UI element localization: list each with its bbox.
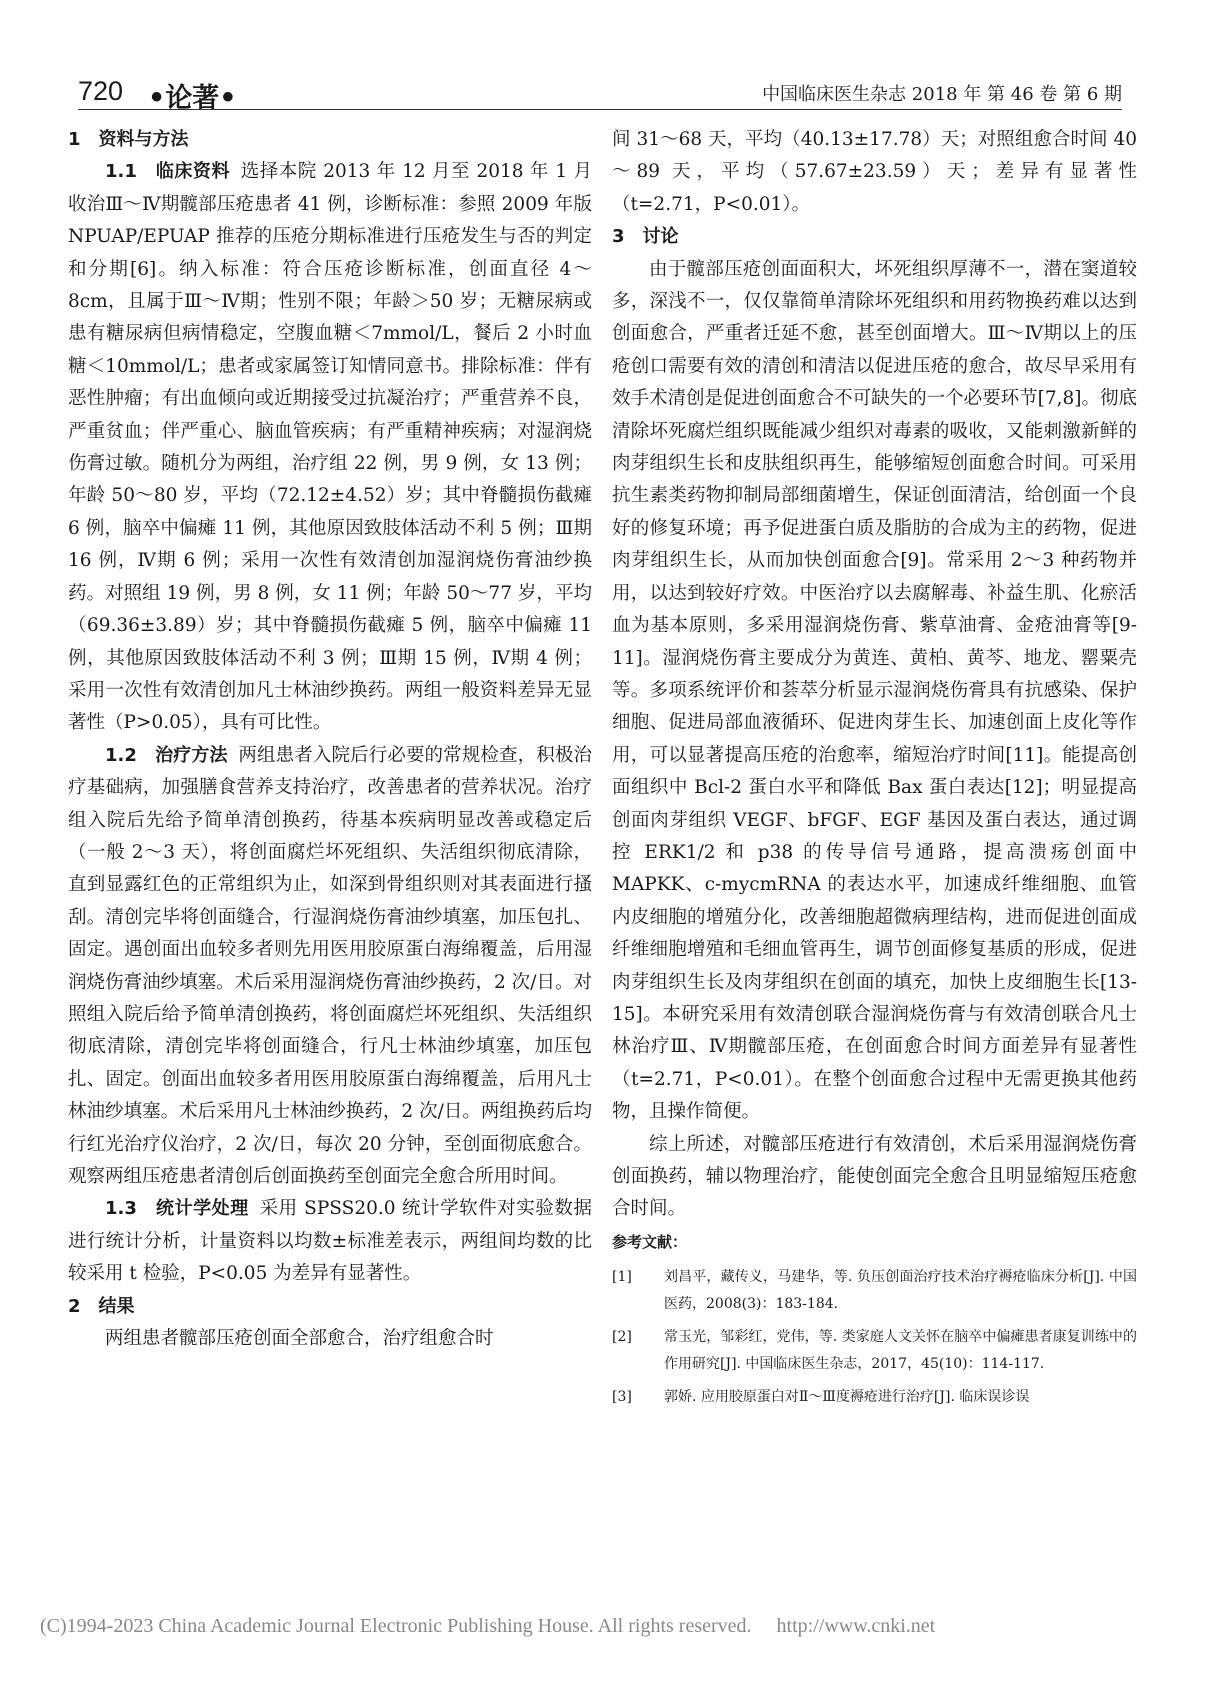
right-column xyxy=(612,124,1137,1411)
journal-citation: 中国临床医生杂志 2018 年 第 46 卷 第 6 期 xyxy=(762,84,1122,105)
heading-results: 2 结果 xyxy=(68,1295,135,1317)
reference-text: 刘昌平，藏传义，马建华，等. 负压创面治疗技术治疗褥疮临床分析[J]. 中国医药，2008(3)：183-184. xyxy=(664,1269,1137,1313)
subheading-clinical-data: 1.1 临床资料 xyxy=(105,161,230,183)
paragraph-results: 两组患者髋部压疮创面全部愈合，治疗组愈合时 xyxy=(105,1328,494,1350)
reference-number: [1] xyxy=(612,1269,632,1286)
subheading-treatment: 1.2 治疗方法 xyxy=(105,744,228,766)
reference-item xyxy=(612,1264,1137,1318)
section-tag: •论著• xyxy=(148,83,237,114)
text-clinical-data: 选择本院 2013 年 12 月至 2018 年 1 月收治Ⅲ～Ⅳ期髋部压疮患者 41 例，诊断标准：参照 2009 年版 NPUAP/EPUAP 推荐的压疮分期标准进行压疮发生与否的判定和分期[6]。纳入标准：符合压疮诊断标准，创面直径 4～8cm，且属于Ⅲ～Ⅳ期；性别不限；年龄＞50 岁；无糖尿病或患有糖尿病但病情稳定，空腹血糖＜7mmol/L，餐后 2 小时血糖＜10mmol/L；患者或家属签订知情同意书。排除标准：伴有恶性肿瘤；有出血倾向或近期接受过抗凝治疗；严重营养不良，严重贫血；伴严重心、脑血管疾病；有严重精神疾病；对湿润烧伤膏过敏。随机分为两组，治疗组 22 例，男 9 例，女 13 例；年龄 50～80 岁，平均（72.12±4.52）岁；其中脊髓损伤截瘫 6 例，脑卒中偏瘫 11 例，其他原因致肢体活动不利 5 例；Ⅲ期 16 例，Ⅳ期 6 例；采用一次性有效清创加湿润烧伤膏油纱换药。对照组 19 例，男 8 例，女 11 例；年龄 50～77 岁，平均（69.36±3.89）岁；其中脊髓损伤截瘫 5 例，脑卒中偏瘫 11 例，其他原因致肢体活动不利 3 例；Ⅲ期 15 例，Ⅳ期 4 例；采用一次性有效清创加凡士林油纱换药。两组一般资料差异无显著性（P>0.05），具有可比性。 xyxy=(68,161,592,734)
paragraph-discussion-1: 由于髋部压疮创面面积大，坏死组织厚薄不一，潜在窦道较多，深浅不一，仅仅靠简单清除坏死组织和用药物换药难以达到创面愈合，严重者迁延不愈，甚至创面增大。Ⅲ～Ⅳ期以上的压疮创口需要有效的清创和清洁以促进压疮的愈合，故尽早采用有效手术清创是促进创面愈合不可缺失的一个必要环节[7,8]。彻底清除坏死腐烂组织既能减少组织对毒素的吸收，又能刺激新鲜的肉芽组织生长和皮肤组织再生，能够缩短创面愈合时间。可采用抗生素类药物抑制局部细菌增生，保证创面清洁，给创面一个良好的修复环境；再予促进蛋白质及脂肪的合成为主的药物，促进肉芽组织生长，从而加快创面愈合[9]。常采用 2～3 种药物并用，以达到较好疗效。中医治疗以去腐解毒、补益生肌、化瘀活血为基本原则，多采用湿润烧伤膏、紫草油膏、金疮油膏等[9-11]。湿润烧伤膏主要成分为黄连、黄柏、黄芩、地龙、罂粟壳等。多项系统评价和荟萃分析显示湿润烧伤膏具有抗感染、保护细胞、促进局部血液循环、促进肉芽生长、加速创面上皮化等作用，可以显著提高压疮的治愈率，缩短治疗时间[11]。能提高创面组织中 Bcl-2 蛋白水平和降低 Bax 蛋白表达[12]；明显提高创面肉芽组织 VEGF、bFGF、EGF 基因及蛋白表达，通过调控 ERK1/2 和 p38 的传导信号通路，提高溃疡创面中 MAPKK、c-mycmRNA 的表达水平，加速成纤维细胞、血管内皮细胞的增殖分化，改善细胞超微病理结构，进而促进创面成纤维细胞增殖和毛细血管再生，调节创面修复基质的形成，促进肉芽组织生长及肉芽组织在创面的填充，加快上皮细胞生长[13-15]。本研究采用有效清创联合湿润烧伤膏与有效清创联合凡士林治疗Ⅲ、Ⅳ期髋部压疮，在创面愈合时间方面差异有显著性（t=2.71，P<0.01）。在整个创面愈合过程中无需更换其他药物，且操作简便。 xyxy=(612,258,1137,1123)
text-statistics: 采用 SPSS20.0 统计学软件对实验数据进行统计分析，计量资料以均数±标准差表示，两组间均数的比较采用 t 检验，P<0.05 为差异有显著性。 xyxy=(68,1198,592,1285)
reference-number: [2] xyxy=(612,1329,632,1346)
reference-number: [3] xyxy=(612,1389,632,1406)
left-column xyxy=(68,124,592,1355)
paragraph-treatment xyxy=(68,740,592,1194)
reference-item xyxy=(612,1384,1137,1411)
text-treatment: 两组患者入院后行必要的常规检查，积极治疗基础病，加强膳食营养支持治疗，改善患者的营养状况。治疗组入院后先给予简单清创换药，待基本疾病明显改善或稳定后（一般 2～3 天），将创面腐烂坏死组织、失活组织彻底清除，直到显露红色的正常组织为止，如深到骨组织则对其表面进行搔刮。清创完毕将创面缝合，行湿润烧伤膏油纱填塞，加压包扎、固定。遇创面出血较多者则先用医用胶原蛋白海绵覆盖，后用湿润烧伤膏油纱填塞。术后采用湿润烧伤膏油纱换药，2 次/日。对照组入院后给予简单清创换药，将创面腐烂坏死组织、失活组织彻底清除，清创完毕将创面缝合，行凡士林油纱填塞，加压包扎、固定。创面出血较多者用医用胶原蛋白海绵覆盖，后用凡士林油纱填塞。术后采用凡士林油纱换药，2 次/日。两组换药后均行红光治疗仪治疗，2 次/日，每次 20 分钟，至创面彻底愈合。观察两组压疮患者清创后创面换药至创面完全愈合所用时间。 xyxy=(68,744,592,1187)
page-header xyxy=(78,76,1122,116)
paragraph-statistics xyxy=(68,1193,592,1290)
references-title: 参考文献： xyxy=(612,1232,688,1251)
paragraph-clinical-data xyxy=(68,156,592,739)
paragraph-discussion-2: 综上所述，对髋部压疮进行有效清创，术后采用湿润烧伤膏创面换药，辅以物理治疗，能使创面完全愈合且明显缩短压疮愈合时间。 xyxy=(612,1133,1137,1220)
heading-discussion: 3 讨论 xyxy=(612,226,679,248)
subheading-statistics: 1.3 统计学处理 xyxy=(105,1198,249,1220)
heading-methods: 1 资料与方法 xyxy=(68,129,189,150)
copyright-watermark: (C)1994-2023 China Academic Journal Electronic Publishing House. All rights reserved. http://www.cnki.net xyxy=(40,1615,936,1637)
paragraph-results-continued: 间 31～68 天，平均（40.13±17.78）天；对照组愈合时间 40～89 天，平均（57.67±23.59）天；差异有显著性（t=2.71，P<0.01）。 xyxy=(612,129,1137,215)
reference-text: 常玉光，邹彩红，党伟，等. 类家庭人文关怀在脑卒中偏瘫患者康复训练中的作用研究[J]. 中国临床医生杂志，2017，45(10)：114-117. xyxy=(664,1329,1137,1373)
reference-item xyxy=(612,1324,1137,1378)
page-number: 720 xyxy=(78,76,124,106)
reference-text: 郭娇. 应用胶原蛋白对Ⅱ～Ⅲ度褥疮进行治疗[J]. 临床误诊误 xyxy=(664,1389,1030,1406)
header-rule xyxy=(78,109,1122,110)
